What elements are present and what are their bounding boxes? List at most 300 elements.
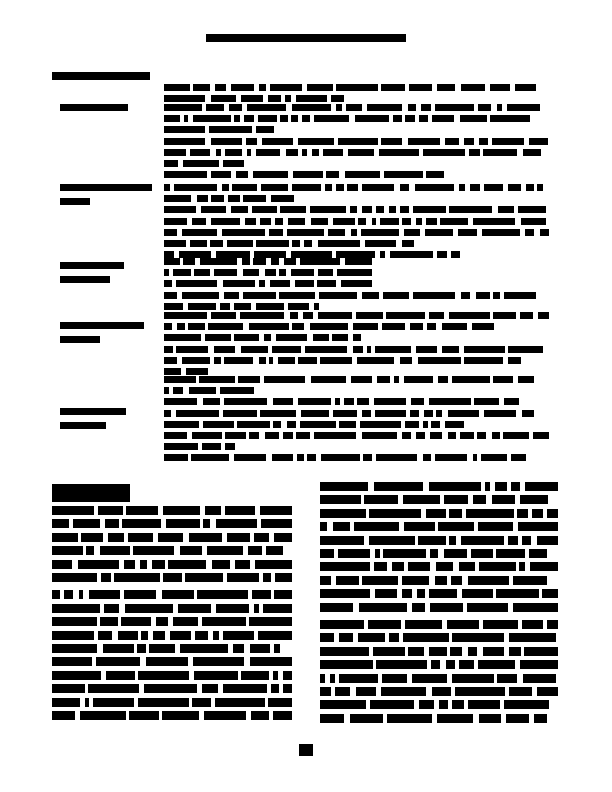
redacted-word (376, 206, 384, 213)
redacted-word (314, 115, 349, 122)
redacted-word (264, 334, 271, 341)
redacted-word (362, 410, 371, 417)
redacted-word (335, 398, 340, 405)
redacted-word (330, 674, 335, 683)
redacted-word (100, 546, 130, 555)
redacted-word (362, 206, 372, 213)
redacted-word (125, 604, 173, 613)
redacted-word (537, 687, 558, 696)
redacted-word (353, 323, 378, 330)
redacted-word (339, 674, 378, 683)
redacted-word (332, 334, 348, 341)
redacted-word (356, 687, 376, 696)
redacted-word (436, 410, 442, 417)
redacted-word (468, 700, 500, 709)
redacted-word (461, 536, 504, 545)
redacted-word (163, 506, 200, 515)
redacted-word (52, 657, 92, 666)
redacted-word (320, 603, 353, 612)
redacted-word (520, 312, 533, 319)
redacted-word (205, 334, 231, 341)
redacted-word (256, 149, 280, 156)
redacted-word (225, 149, 242, 156)
redacted-word (224, 292, 239, 299)
redacted-word (318, 240, 360, 247)
redacted-word (521, 218, 546, 225)
redacted-word (508, 184, 521, 191)
redacted-word (373, 647, 405, 656)
redacted-word (445, 138, 459, 145)
redacted-word (202, 617, 246, 626)
redacted-word (477, 432, 486, 439)
redacted-word (507, 104, 540, 111)
redacted-word (241, 671, 269, 680)
redacted-word (445, 421, 464, 428)
page-number (299, 744, 313, 756)
redacted-word (144, 684, 197, 693)
redacted-word (331, 95, 344, 102)
redacted-word (325, 184, 332, 191)
redacted-word (410, 323, 423, 330)
redacted-word (78, 560, 119, 569)
redacted-word (333, 522, 350, 531)
redacted-word (234, 115, 240, 122)
redacted-word (472, 323, 494, 330)
redacted-word (164, 184, 170, 191)
redacted-word (484, 184, 503, 191)
redacted-word (339, 633, 353, 642)
redacted-word (442, 346, 459, 353)
redacted-word (252, 206, 277, 213)
redacted-word (279, 292, 315, 299)
redacted-word (215, 698, 265, 707)
redacted-word (246, 138, 257, 145)
redacted-word (432, 115, 454, 122)
redacted-word (211, 95, 236, 102)
redacted-word (429, 589, 457, 598)
redacted-word (288, 218, 305, 225)
redacted-word (403, 495, 440, 504)
redacted-word (225, 432, 246, 439)
redacted-word (164, 421, 199, 428)
redacted-word (236, 171, 248, 178)
redacted-word (356, 312, 383, 319)
redacted-word (164, 126, 205, 133)
redacted-word (180, 644, 228, 653)
redacted-word (275, 573, 292, 582)
redacted-word (409, 84, 432, 91)
redacted-word (163, 573, 182, 582)
redacted-word (413, 292, 455, 299)
redacted-word (523, 674, 556, 683)
redacted-word (176, 280, 217, 287)
redacted-word (105, 519, 119, 528)
redacted-word (318, 312, 352, 319)
redacted-word (438, 376, 448, 383)
redacted-word (442, 323, 467, 330)
redacted-word (376, 660, 427, 669)
redacted-word (121, 617, 151, 626)
redacted-word (405, 421, 419, 428)
redacted-word (413, 206, 446, 213)
redacted-word (382, 323, 405, 330)
redacted-word (52, 590, 60, 599)
redacted-word (276, 334, 307, 341)
redacted-word (320, 674, 325, 683)
redacted-word (194, 269, 210, 276)
redacted-word (243, 292, 276, 299)
redacted-word (283, 684, 292, 693)
redacted-word (362, 432, 397, 439)
redacted-word (60, 322, 144, 329)
redacted-word (52, 617, 97, 626)
redacted-word (400, 206, 409, 213)
redacted-word (188, 323, 205, 330)
redacted-word (320, 589, 370, 598)
redacted-word (377, 376, 390, 383)
redacted-word (240, 312, 284, 319)
redacted-word (473, 495, 486, 504)
redacted-word (164, 195, 191, 202)
redacted-word (164, 269, 169, 276)
redacted-word (247, 104, 286, 111)
redacted-word (227, 573, 259, 582)
redacted-word (60, 422, 106, 429)
redacted-word (250, 657, 292, 666)
redacted-word (320, 549, 334, 558)
redacted-word (227, 240, 253, 247)
redacted-word (525, 482, 558, 491)
redacted-word (405, 115, 415, 122)
redacted-word (419, 700, 434, 709)
redacted-word (383, 292, 409, 299)
redacted-word (270, 84, 302, 91)
redacted-word (473, 454, 477, 461)
redacted-word (430, 432, 442, 439)
redacted-word (231, 206, 248, 213)
redacted-word (320, 620, 364, 629)
redacted-word (223, 410, 257, 417)
redacted-word (290, 312, 298, 319)
redacted-word (380, 251, 385, 258)
redacted-word (164, 398, 197, 405)
redacted-word (153, 631, 165, 640)
redacted-word (320, 660, 373, 669)
redacted-word (254, 604, 259, 613)
redacted-word (474, 398, 499, 405)
redacted-word (529, 138, 548, 145)
redacted-word (336, 84, 378, 91)
redacted-word (284, 258, 296, 265)
redacted-word (464, 357, 503, 364)
redacted-word (320, 495, 361, 504)
redacted-word (285, 95, 291, 102)
redacted-word (437, 251, 447, 258)
redacted-word (243, 195, 266, 202)
redacted-word (73, 519, 100, 528)
redacted-word (435, 454, 467, 461)
redacted-word (261, 519, 292, 528)
redacted-word (133, 546, 174, 555)
redacted-word (313, 334, 329, 341)
redacted-word (225, 443, 235, 450)
row-label (60, 322, 144, 350)
redacted-word (164, 84, 190, 91)
redacted-word (534, 714, 547, 723)
redacted-word (269, 229, 283, 236)
redacted-word (223, 631, 254, 640)
redacted-word (354, 522, 399, 531)
redacted-word (431, 660, 440, 669)
redacted-word (508, 357, 521, 364)
redacted-word (254, 533, 269, 542)
redacted-word (426, 509, 446, 518)
redacted-word (164, 280, 172, 287)
redacted-word (79, 590, 83, 599)
redacted-word (269, 357, 273, 364)
redacted-word (183, 258, 195, 265)
redacted-word (307, 84, 333, 91)
redacted-word (60, 104, 128, 111)
redacted-word (403, 633, 449, 642)
redacted-word (402, 589, 412, 598)
redacted-word (379, 149, 419, 156)
redacted-word (164, 292, 177, 299)
redacted-word (392, 562, 404, 571)
redacted-word (497, 104, 502, 111)
redacted-word (513, 603, 558, 612)
redacted-word (52, 560, 72, 569)
redacted-word (204, 711, 246, 720)
redacted-word (193, 115, 231, 122)
redacted-word (509, 687, 532, 696)
redacted-word (421, 104, 431, 111)
redacted-word (268, 698, 292, 707)
redacted-word (164, 454, 188, 461)
redacted-word (287, 229, 324, 236)
redacted-word (173, 617, 198, 626)
redacted-word (259, 357, 266, 364)
redacted-word (164, 334, 201, 341)
redacted-word (173, 269, 191, 276)
redacted-word (347, 184, 358, 191)
redacted-word (357, 398, 369, 405)
redacted-word (302, 149, 307, 156)
redacted-word (411, 398, 424, 405)
redacted-word (103, 644, 134, 653)
redacted-word (417, 589, 425, 598)
redacted-word (404, 522, 435, 531)
redacted-word (452, 376, 490, 383)
redacted-word (389, 206, 396, 213)
redacted-word (459, 660, 474, 669)
redacted-word (164, 160, 178, 167)
redacted-word (203, 398, 220, 405)
redacted-word (216, 149, 221, 156)
redacted-word (190, 240, 207, 247)
redacted-word (255, 560, 292, 569)
redacted-word (182, 229, 217, 236)
redacted-word (493, 312, 516, 319)
redacted-word (452, 674, 494, 683)
redacted-word (188, 303, 216, 310)
redacted-word (182, 292, 219, 299)
redacted-word (292, 184, 321, 191)
redacted-word (319, 292, 357, 299)
redacted-word (288, 303, 309, 310)
redacted-word (249, 617, 292, 626)
redacted-word (367, 104, 402, 111)
redacted-word (210, 240, 223, 247)
redacted-word (423, 454, 431, 461)
redacted-word (124, 590, 156, 599)
redacted-word (234, 334, 259, 341)
redacted-word (249, 432, 259, 439)
redacted-word (424, 410, 433, 417)
redacted-word (164, 432, 187, 439)
redacted-word (52, 631, 94, 640)
redacted-word (511, 482, 520, 491)
redacted-word (208, 323, 243, 330)
redacted-word (372, 218, 376, 225)
redacted-word (537, 184, 543, 191)
redacted-word (375, 410, 406, 417)
redacted-word (346, 104, 362, 111)
redacted-word (479, 562, 516, 571)
redacted-word (273, 421, 281, 428)
redacted-word (448, 410, 479, 417)
redacted-word (427, 323, 436, 330)
redacted-word (363, 454, 372, 461)
redacted-word (164, 206, 196, 213)
redacted-word (426, 218, 437, 225)
redacted-word (449, 312, 490, 319)
redacted-word (248, 546, 262, 555)
redacted-word (381, 84, 405, 91)
redacted-word (164, 303, 183, 310)
redacted-word (252, 590, 271, 599)
redacted-word (247, 149, 251, 156)
redacted-word (197, 195, 208, 202)
redacted-word (224, 398, 267, 405)
redacted-word (158, 533, 183, 542)
redacted-word (231, 84, 254, 91)
redacted-word (394, 376, 399, 383)
document-title (0, 34, 612, 52)
redacted-word (305, 346, 347, 353)
redacted-word (168, 560, 206, 569)
redacted-word (470, 184, 480, 191)
redacted-word (232, 184, 257, 191)
redacted-word (138, 698, 189, 707)
redacted-word (393, 115, 402, 122)
redacted-word (241, 346, 268, 353)
redacted-word (206, 104, 224, 111)
redacted-word (357, 357, 394, 364)
redacted-word (430, 549, 438, 558)
redacted-word (274, 590, 292, 599)
redacted-word (478, 522, 513, 531)
redacted-word (263, 604, 292, 613)
redacted-word (451, 251, 460, 258)
redacted-word (85, 698, 89, 707)
row-label (60, 262, 124, 290)
redacted-word (225, 506, 255, 515)
redacted-word (459, 562, 475, 571)
redacted-word (468, 576, 509, 585)
redacted-word (375, 346, 411, 353)
redacted-word (408, 647, 424, 656)
redacted-word (498, 206, 514, 213)
redacted-word (320, 482, 368, 491)
redacted-word (416, 432, 425, 439)
redacted-word (476, 292, 490, 299)
redacted-word (389, 633, 399, 642)
redacted-word (419, 115, 428, 122)
redacted-word (162, 711, 199, 720)
redacted-word (52, 671, 101, 680)
redacted-word (193, 657, 244, 666)
redacted-word (520, 495, 548, 504)
redacted-word (437, 714, 473, 723)
redacted-word (429, 647, 447, 656)
redacted-word (429, 312, 444, 319)
redacted-word (450, 647, 462, 656)
redacted-word (404, 229, 420, 236)
redacted-word (108, 533, 124, 542)
redacted-word (202, 443, 221, 450)
redacted-word (540, 229, 549, 236)
redacted-word (408, 562, 430, 571)
redacted-word (490, 84, 510, 91)
redacted-word (164, 410, 171, 417)
redacted-word (350, 714, 383, 723)
redacted-word (529, 549, 547, 558)
redacted-word (251, 711, 269, 720)
row-label (60, 104, 128, 118)
redacted-word (258, 115, 277, 122)
redacted-word (455, 687, 505, 696)
redacted-word (297, 454, 304, 461)
redacted-word (412, 603, 425, 612)
redacted-word (216, 519, 257, 528)
redacted-word (245, 218, 256, 225)
redacted-word (202, 684, 218, 693)
redacted-word (272, 454, 293, 461)
redacted-word (338, 549, 370, 558)
redacted-word (336, 184, 344, 191)
redacted-word (471, 549, 493, 558)
redacted-word (253, 258, 266, 265)
redacted-word (203, 421, 234, 428)
redacted-word (195, 631, 208, 640)
redacted-word (328, 229, 345, 236)
redacted-word (538, 312, 549, 319)
redacted-word (444, 495, 468, 504)
redacted-word (164, 368, 181, 375)
redacted-word (300, 258, 340, 265)
redacted-word (412, 674, 447, 683)
redacted-word (375, 549, 380, 558)
redacted-word (320, 633, 334, 642)
redacted-word (452, 633, 504, 642)
redacted-word (320, 647, 369, 656)
redacted-word (258, 631, 292, 640)
redacted-word (262, 138, 293, 145)
redacted-word (274, 644, 280, 653)
redacted-word (259, 84, 266, 91)
redacted-word (509, 633, 556, 642)
